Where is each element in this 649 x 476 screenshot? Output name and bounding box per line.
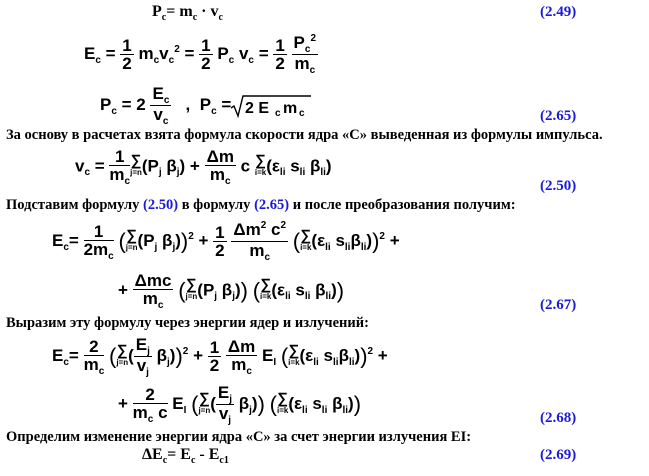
equation-2-50: $v_c$ = $\frac{1}{m_c}$ ∑ j=n ($P_j$ $\beta_j$) + $\frac{\Delta m}{m_c}$ c ∑ i=k ($\varepsilon_{li}$ $s_{li}$ $\beta_{li}$) (75, 147, 332, 187)
equation-2-67-line-2: + $\frac{\text{Δmc}}{m_c}$ ( ∑ j=n ($P_j$ $\beta_j$)) ( ∑ i=k ($\varepsilon_{li}$ $s_{li}$ $\beta_{li}$)) (118, 271, 345, 311)
paragraph-energy-change: Определим изменение энергии ядра «С» за счет энергии излучения EI: (6, 429, 472, 445)
equation-number-2-69: (2.69) (540, 447, 577, 463)
equation-number-2-65: (2.65) (540, 108, 577, 124)
paragraph-substitution-text-c: и после преобразования получим: (289, 197, 516, 213)
equation-2-68-line-2: + $\frac{2}{m_c c}$ $E_I$ ( ∑ j=n ( $\frac{E_j}{v_j}$ $\beta_j$)) ( ∑ i=k ($\varepsilon_{li}$ $s_{li}$ $\beta_{li}$)) (118, 383, 362, 426)
equation-number-2-50: (2.50) (540, 178, 577, 194)
reference-2-50[interactable]: (2.50) (143, 197, 179, 213)
svg-text:2 E: 2 E (245, 99, 270, 117)
svg-text:m: m (283, 99, 298, 117)
equation-number-2-49: (2.49) (540, 4, 577, 20)
equation-number-2-67: (2.67) (540, 297, 577, 313)
equation-2-67-line-1: $E_c=$ $\frac{1}{2m_c}$ ( ∑ j=n ($P_j$ $\beta_j))^2$ + $\frac{1}{2}$ $\frac{\Delta m^2 c^2}{m_c}$ ( ∑ i=k ($\varepsilon_{li}$ $s_{li}\beta_{li}))^2$ + (52, 220, 400, 263)
paragraph-substitution-text-a: Подставим формулу (6, 197, 144, 213)
paragraph-energy-expression: Выразим эту формулу через энергии ядер и излучений: (6, 315, 369, 331)
paragraph-substitution-text-b: в формулу (178, 197, 255, 213)
equation-2-49: $P_c= m_c \cdot v_c$ (152, 3, 223, 23)
momentum-formula: $P_c = 2$ $\frac{E_c}{v_c}$ , $P_c$ = 2 E c m c (100, 85, 311, 126)
kinetic-energy-formula: $E_c$ = $\frac{1}{2}$ $m_cv_c^2$ = $\frac{1}{2}$ $P_c$ $v_c$ = $\frac{1}{2}$ $\frac{P_c^2}{m_c}$ (84, 33, 317, 76)
paragraph-velocity-basis: За основу в расчетах взята формула скорости ядра «С» выведенная из формулы импульса. (6, 127, 603, 143)
reference-2-65[interactable]: (2.65) (254, 197, 290, 213)
equation-2-68-line-1: $E_c=$ $\frac{2}{m_c}$ ( ∑ j=n ( $\frac{E_j}{v_j}$ $\beta_j))^2$ + $\frac{1}{2}$ $\frac{\Delta m}{m_c}$ $E_I$ ( ∑ i=k ($\varepsilon_{li}$ $s_{li}\beta_{li}))^2$ + (52, 335, 388, 378)
equation-number-2-68: (2.68) (540, 410, 577, 426)
svg-text:c: c (299, 107, 305, 118)
paragraph-substitution (6, 197, 516, 214)
equation-2-69: $\Delta E_c= E_c - E_{c1}$ (142, 446, 229, 466)
svg-text:c: c (275, 107, 281, 118)
